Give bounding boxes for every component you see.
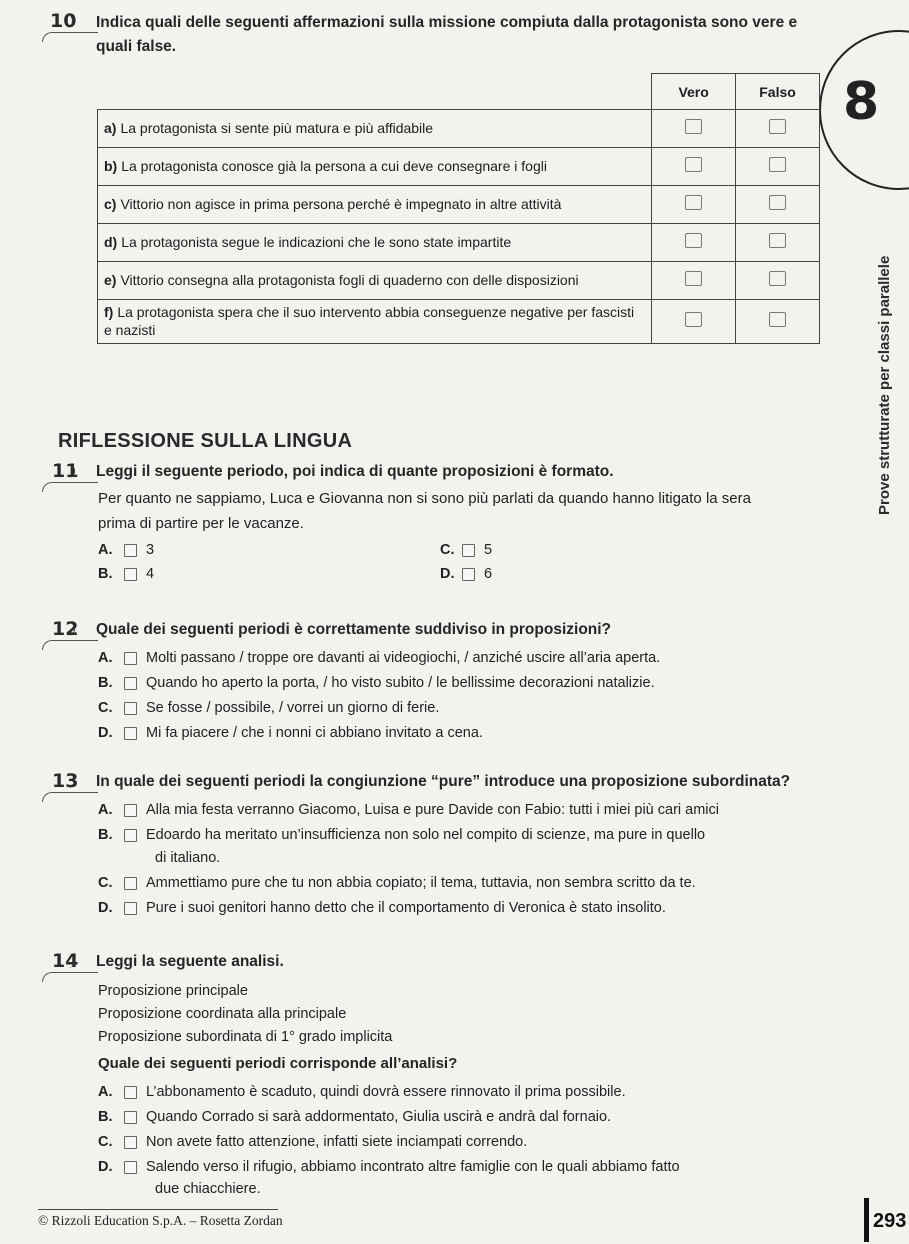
answer-option-d[interactable]: D. Salendo verso il rifugio, abbiamo incontrato altre famiglie con le quali abbiamo fatto xyxy=(98,1159,680,1175)
answer-option-b-continued: di italiano. xyxy=(155,850,221,866)
answer-option-c[interactable]: C. Non avete fatto attenzione, infatti siete inciampati correndo. xyxy=(98,1134,528,1150)
checkbox[interactable] xyxy=(124,829,137,842)
question-12-text: Quale dei seguenti periodi è correttamente suddiviso in proposizioni? xyxy=(96,621,612,638)
question-14-subquestion: Quale dei seguenti periodi corrisponde all’analisi? xyxy=(98,1055,458,1072)
checkbox[interactable] xyxy=(124,1111,137,1124)
question-number-14: 14 xyxy=(52,950,79,972)
checkbox[interactable] xyxy=(124,804,137,817)
analysis-line: Proposizione subordinata di 1° grado implicita xyxy=(98,1029,393,1045)
section-title: RIFLESSIONE SULLA LINGUA xyxy=(58,430,353,452)
checkbox[interactable] xyxy=(124,568,137,581)
table-row xyxy=(98,300,820,344)
question-11-passage-line1: Per quanto ne sappiamo, Luca e Giovanna non si sono più parlati da quando hanno litigato la sera xyxy=(98,490,751,507)
analysis-line: Proposizione principale xyxy=(98,983,248,999)
checkbox[interactable] xyxy=(124,677,137,690)
checkbox[interactable] xyxy=(124,652,137,665)
question-marker-line xyxy=(42,482,98,492)
answer-option-b[interactable]: B. Edoardo ha meritato un’insufficienza non solo nel compito di scienze, ma pure in quello xyxy=(98,827,706,843)
true-checkbox[interactable] xyxy=(685,157,702,172)
answer-option-b[interactable]: B. Quando ho aperto la porta, / ho visto subito / le bellissime decorazioni natalizie. xyxy=(98,675,655,691)
statement: a) La protagonista si sente più matura e più affidabile xyxy=(98,110,652,148)
question-14-text: Leggi la seguente analisi. xyxy=(96,953,284,970)
question-marker-line xyxy=(42,792,98,802)
question-13-text: In quale dei seguenti periodi la congiunzione “pure” introduce una proposizione subordinata? xyxy=(96,773,791,790)
true-false-table xyxy=(97,73,820,344)
true-checkbox[interactable] xyxy=(685,233,702,248)
checkbox[interactable] xyxy=(124,1136,137,1149)
question-marker-line xyxy=(42,640,98,650)
false-checkbox[interactable] xyxy=(769,195,786,210)
answer-option-d[interactable]: D. Mi fa piacere / che i nonni ci abbiano invitato a cena. xyxy=(98,725,483,741)
answer-option-b[interactable]: B. Quando Corrado si sarà addormentato, Giulia uscirà e andrà dal fornaio. xyxy=(98,1109,612,1125)
question-marker-line xyxy=(42,972,98,982)
side-section-label: Prove strutturate per classi parallele xyxy=(876,255,893,515)
true-checkbox[interactable] xyxy=(685,271,702,286)
checkbox[interactable] xyxy=(124,1086,137,1099)
statement: e) Vittorio consegna alla protagonista fogli di quaderno con delle disposizioni xyxy=(98,262,652,300)
question-number-10: 10 xyxy=(50,10,77,32)
false-checkbox[interactable] xyxy=(769,271,786,286)
table-row xyxy=(98,148,820,186)
answer-option-a[interactable]: A. L’abbonamento è scaduto, quindi dovrà essere rinnovato il prima possibile. xyxy=(98,1084,626,1100)
copyright-footer: © Rizzoli Education S.p.A. – Rosetta Zordan xyxy=(38,1213,283,1228)
question-11-text: Leggi il seguente periodo, poi indica di quante proposizioni è formato. xyxy=(96,463,614,480)
question-10-text-line1: Indica quali delle seguenti affermazioni sulla missione compiuta dalla protagonista sono vere e xyxy=(96,14,798,31)
checkbox[interactable] xyxy=(462,568,475,581)
answer-option-d-continued: due chiacchiere. xyxy=(155,1181,261,1197)
checkbox[interactable] xyxy=(124,902,137,915)
true-checkbox[interactable] xyxy=(685,195,702,210)
question-10-text-line2: quali false. xyxy=(96,38,177,55)
true-checkbox[interactable] xyxy=(685,119,702,134)
analysis-line: Proposizione coordinata alla principale xyxy=(98,1006,347,1022)
statement: c) Vittorio non agisce in prima persona perché è impegnato in altre attività xyxy=(98,186,652,224)
statement: f) La protagonista spera che il suo intervento abbia conseguenze negative per fascisti e nazisti xyxy=(98,300,652,344)
column-header-false: Falso xyxy=(736,74,820,110)
answer-option-d[interactable]: D. Pure i suoi genitori hanno detto che il comportamento di Veronica è stato insolito. xyxy=(98,900,666,916)
question-number-11: 11 xyxy=(52,460,79,482)
answer-option-a[interactable]: A. 3 xyxy=(98,542,155,558)
column-header-true: Vero xyxy=(652,74,736,110)
table-row xyxy=(98,262,820,300)
answer-option-a[interactable]: A. Molti passano / troppe ore davanti ai videogiochi, / anziché uscire all’aria aperta. xyxy=(98,650,661,666)
question-11-passage-line2: prima di partire per le vacanze. xyxy=(98,515,304,532)
answer-option-d[interactable]: D. 6 xyxy=(440,566,493,582)
false-checkbox[interactable] xyxy=(769,157,786,172)
table-row xyxy=(98,110,820,148)
checkbox[interactable] xyxy=(124,702,137,715)
false-checkbox[interactable] xyxy=(769,119,786,134)
checkbox[interactable] xyxy=(124,727,137,740)
chapter-badge: 8 xyxy=(843,72,880,132)
statement: b) La protagonista conosce già la persona a cui deve consegnare i fogli xyxy=(98,148,652,186)
question-number-13: 13 xyxy=(52,770,79,792)
page-number: 293 xyxy=(873,1210,907,1232)
question-number-12: 12 xyxy=(52,618,79,640)
false-checkbox[interactable] xyxy=(769,312,786,327)
question-marker-line xyxy=(42,32,98,42)
footer-divider xyxy=(38,1209,278,1210)
checkbox[interactable] xyxy=(124,1161,137,1174)
answer-option-c[interactable]: C. Se fosse / possibile, / vorrei un giorno di ferie. xyxy=(98,700,440,716)
statement: d) La protagonista segue le indicazioni che le sono state impartite xyxy=(98,224,652,262)
checkbox[interactable] xyxy=(124,877,137,890)
page-number-bar xyxy=(864,1198,869,1242)
answer-option-a[interactable]: A. Alla mia festa verranno Giacomo, Luisa e pure Davide con Fabio: tutti i miei più cari amici xyxy=(98,802,720,818)
table-row xyxy=(98,186,820,224)
false-checkbox[interactable] xyxy=(769,233,786,248)
answer-option-b[interactable]: B. 4 xyxy=(98,566,155,582)
table-header-row xyxy=(98,74,820,110)
table-row xyxy=(98,224,820,262)
checkbox[interactable] xyxy=(124,544,137,557)
checkbox[interactable] xyxy=(462,544,475,557)
answer-option-c[interactable]: C. 5 xyxy=(440,542,493,558)
true-checkbox[interactable] xyxy=(685,312,702,327)
answer-option-c[interactable]: C. Ammettiamo pure che tu non abbia copiato; il tema, tuttavia, non sembra scritto da te. xyxy=(98,875,696,891)
